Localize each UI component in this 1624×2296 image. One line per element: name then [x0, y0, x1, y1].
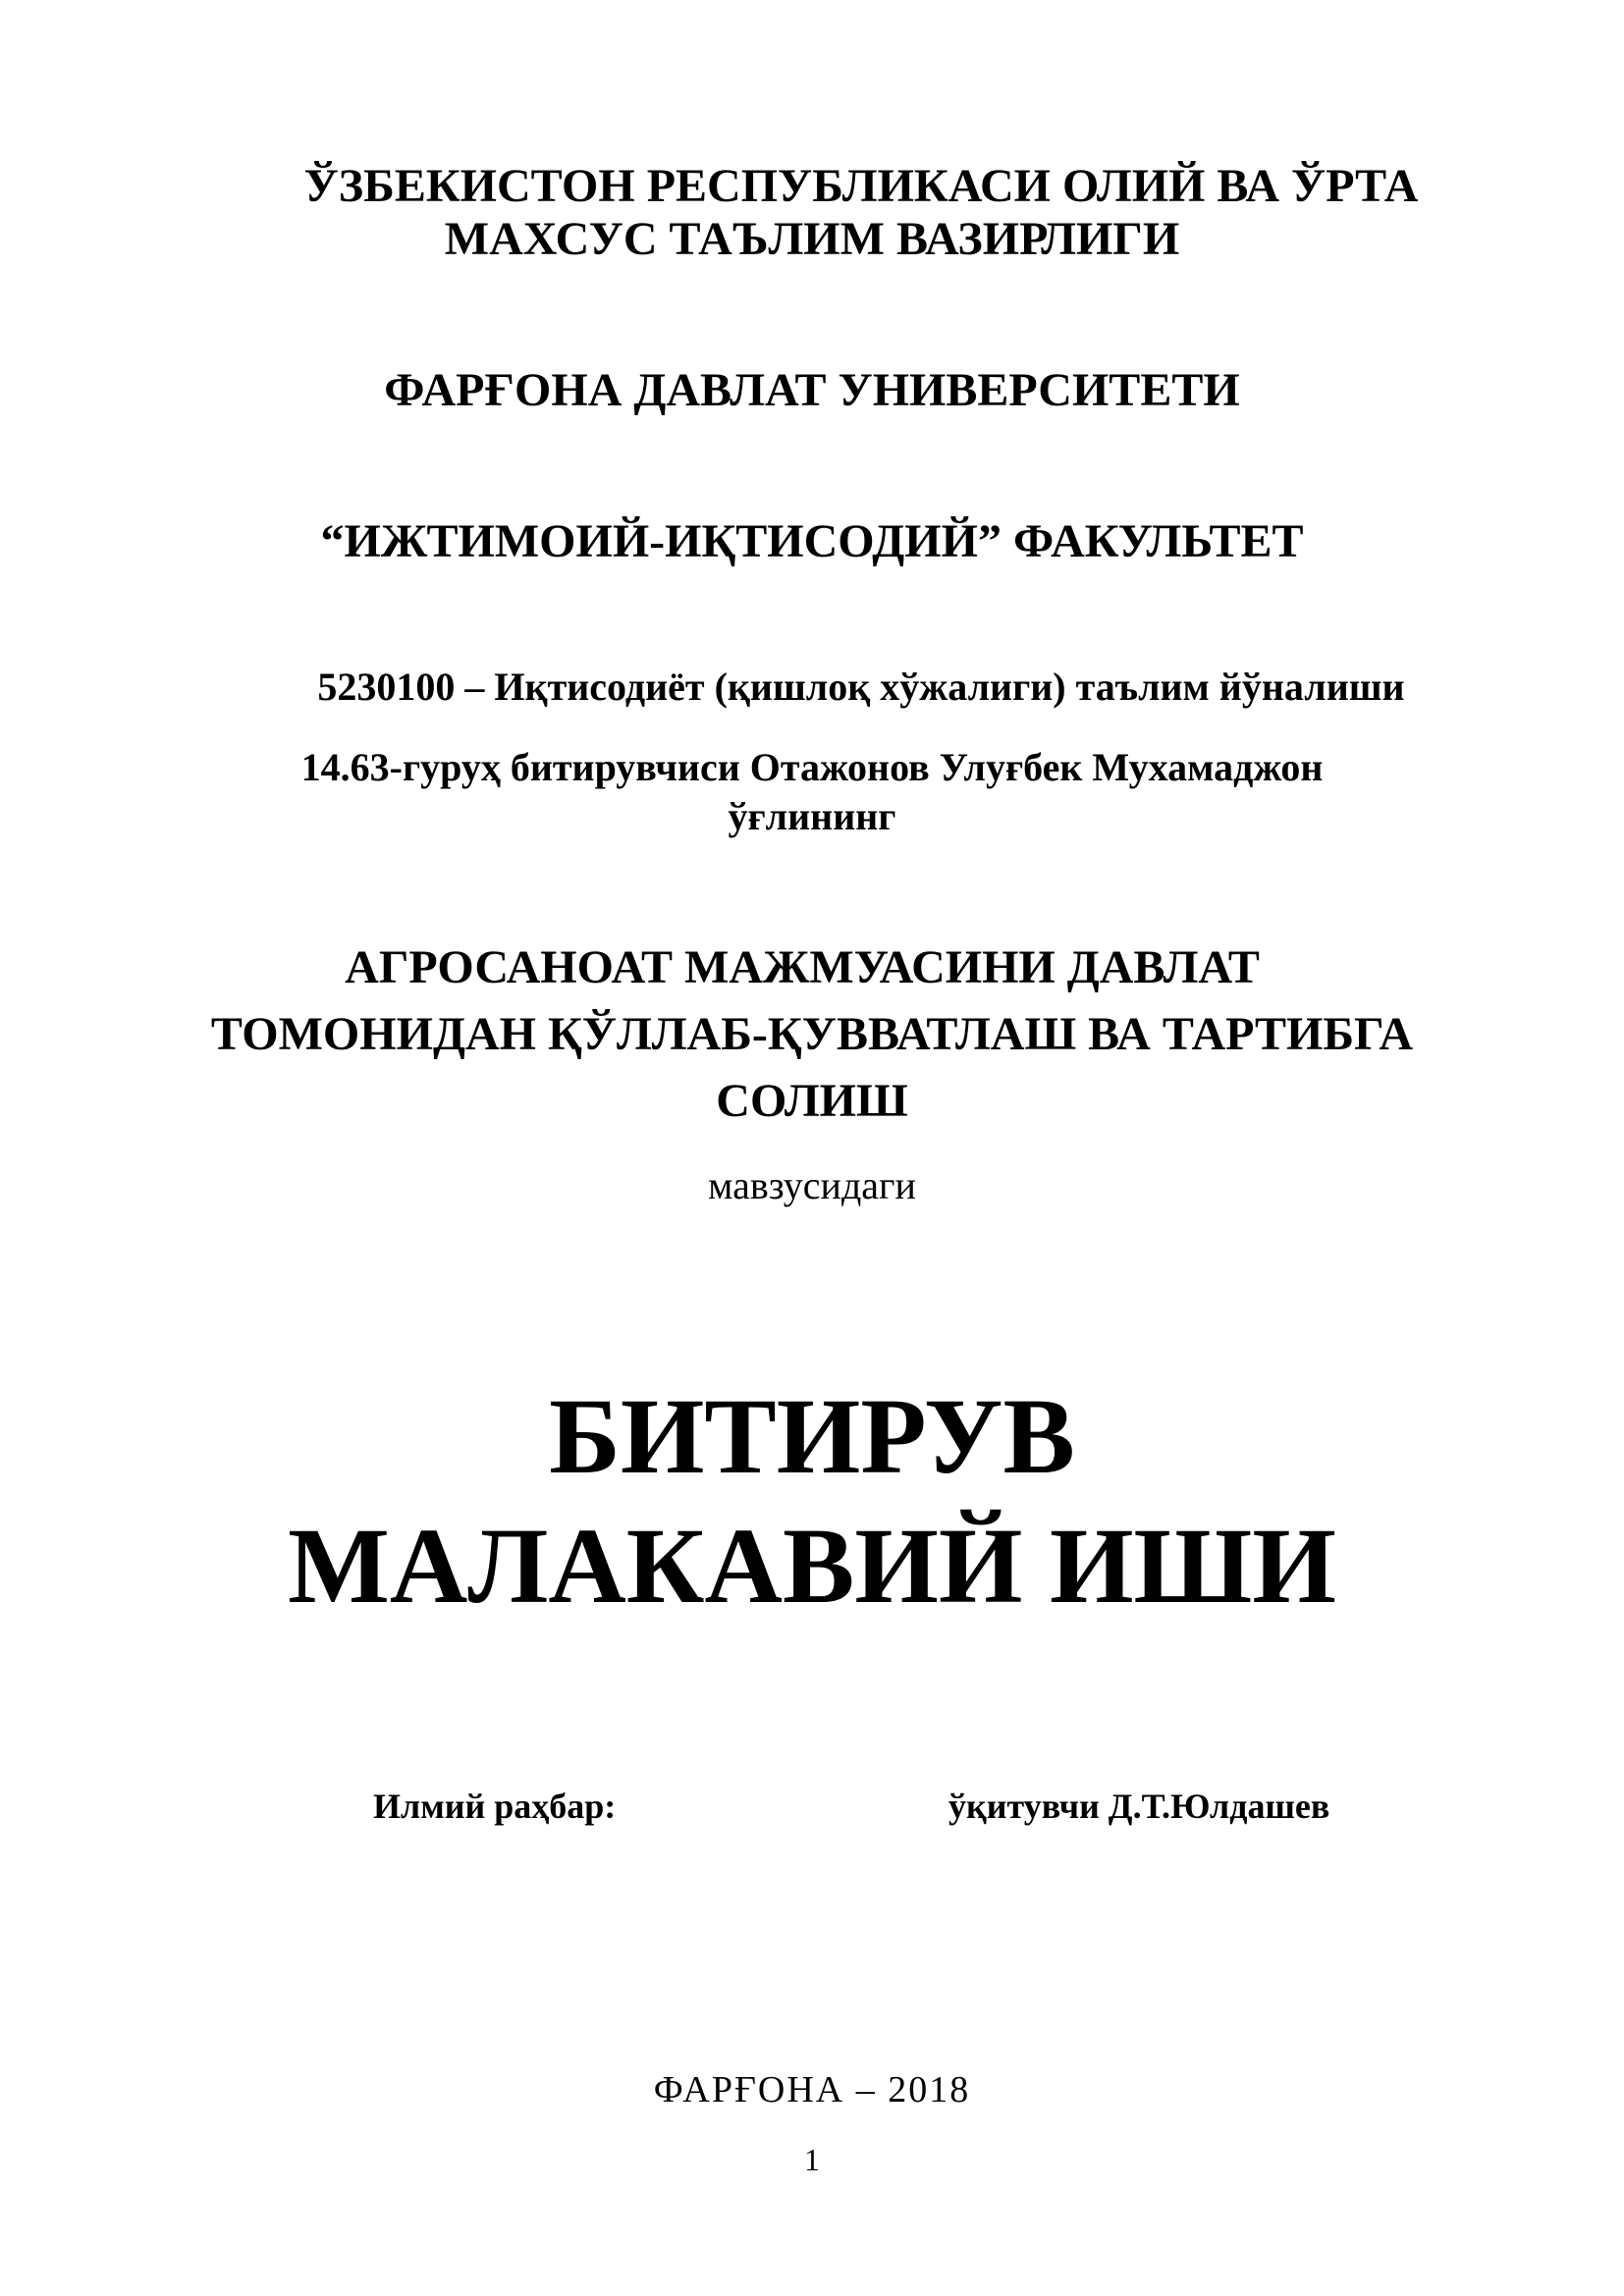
- supervisor-label: Илмий раҳбар:: [373, 1787, 617, 1826]
- ministry-line-2: МАХСУС ТАЪЛИМ ВАЗИРЛИГИ: [444, 213, 1180, 265]
- city-year: ФАРҒОНА – 2018: [653, 2069, 971, 2110]
- topic-line-2: ТОМОНИДАН ҚЎЛЛАБ-ҚУВВАТЛАШ ВА ТАРТИБГА: [210, 1008, 1414, 1060]
- supervisor-name: ўқитувчи Д.Т.Юлдашев: [948, 1787, 1330, 1826]
- topic-suffix: мавзусидаги: [708, 1163, 916, 1207]
- topic-line-3: СОЛИШ: [716, 1075, 908, 1127]
- university-name: ФАРҒОНА ДАВЛАТ УНИВЕРСИТЕТИ: [384, 364, 1240, 416]
- ministry-line-1: ЎЗБЕКИСТОН РЕСПУБЛИКАСИ ОЛИЙ ВА ЎРТА: [303, 160, 1419, 212]
- student-line-1: 14.63-гуруҳ битирувчиси Отажонов Улуғбек Мухамаджон: [300, 745, 1324, 789]
- work-title-line-2: МАЛАКАВИЙ ИШИ: [288, 1506, 1336, 1626]
- faculty-name: “ИЖТИМОИЙ-ИҚТИСОДИЙ” ФАКУЛЬТЕТ: [320, 515, 1304, 567]
- student-line-2: ўғлининг: [728, 794, 896, 838]
- study-direction: 5230100 – Иқтисодиёт (қишлоқ хўжалиги) таълим йўналиши: [317, 665, 1405, 709]
- work-title-line-1: БИТИРУВ: [549, 1376, 1075, 1496]
- topic-line-1: АГРОСАНОАТ МАЖМУАСИНИ ДАВЛАТ: [345, 941, 1260, 993]
- page-number: 1: [804, 2142, 820, 2177]
